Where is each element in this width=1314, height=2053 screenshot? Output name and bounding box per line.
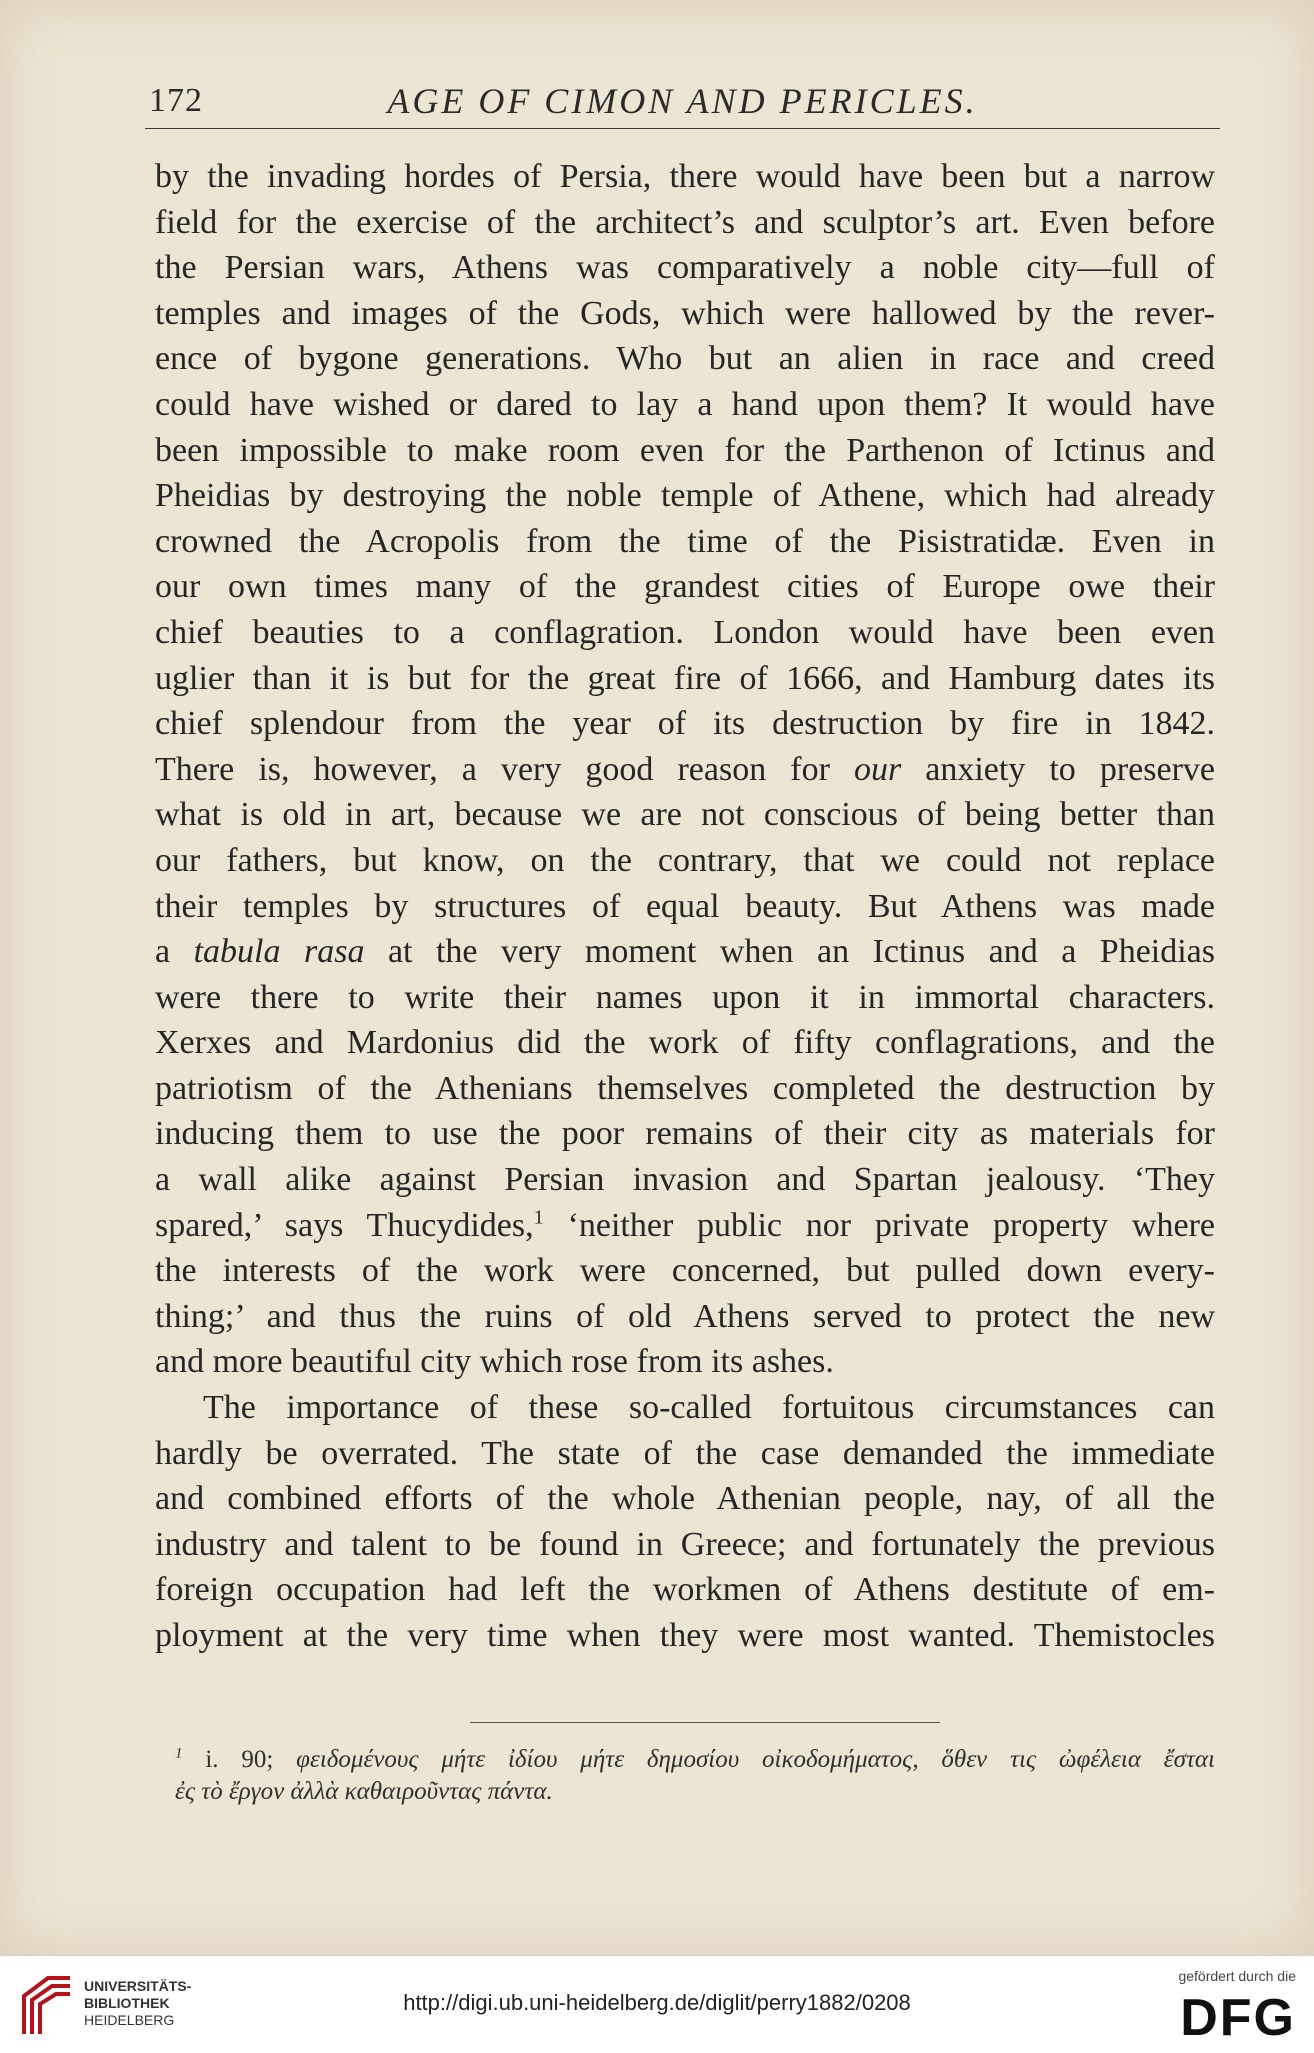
footnote-divider	[470, 1722, 940, 1723]
running-head: AGE OF CIMON AND PERICLES.	[387, 81, 978, 121]
page-header	[145, 78, 1220, 129]
text-line	[155, 747, 1215, 793]
dfg-logo: DFG	[1180, 1989, 1296, 2047]
text-line: a wall alike against Persian invasion and Spartan jealousy. ‘They	[155, 1161, 1215, 1199]
text-line: could have wished or dared to lay a hand upon them? It would have	[155, 385, 1215, 423]
text-line: our fathers, but know, on the contrary, that we could not replace	[155, 841, 1215, 879]
text-line: were there to write their names upon it in immortal characters.	[155, 978, 1215, 1016]
text-line: their temples by structures of equal beauty. But Athens was made	[155, 887, 1215, 925]
library-name-line: BIBLIOTHEK	[84, 1995, 170, 2011]
text-segment: spared,’ says Thucydides,	[155, 1206, 534, 1244]
text-segment: There is, however, a very good reason for	[155, 750, 854, 788]
source-url-link[interactable]: http://digi.ub.uni-heidelberg.de/diglit/perry1882/0208	[403, 1990, 911, 2015]
text-line: field for the exercise of the architect’s and sculptor’s art. Even before	[155, 203, 1215, 241]
text-line: chief splendour from the year of its destruction by fire in 1842.	[155, 705, 1215, 743]
text-line: by the invading hordes of Persia, there would have been but a narrow	[155, 158, 1215, 195]
text-line: hardly be overrated. The state of the case demanded the immediate	[155, 1434, 1215, 1472]
text-line: industry and talent to be found in Greece; and fortunately the previous	[155, 1525, 1215, 1563]
text-line: what is old in art, because we are not conscious of being better than	[155, 796, 1215, 834]
text-line	[155, 929, 1215, 975]
text-line: thing;’ and thus the ruins of old Athens served to protect the new	[155, 1297, 1215, 1335]
footnote-reference: 1	[533, 1206, 544, 1229]
text-line: been impossible to make room even for the Parthenon of Ictinus and	[155, 431, 1215, 469]
funded-by-label: gefördert durch die	[1178, 1968, 1296, 1984]
footnote-marker: 1	[175, 1745, 183, 1762]
text-line: Pheidias by destroying the noble temple of Athene, which had already	[155, 477, 1215, 515]
library-name-line: UNIVERSITÄTS-	[84, 1978, 192, 1994]
text-line: inducing them to use the poor remains of their city as materials for	[155, 1115, 1215, 1153]
text-line: foreign occupation had left the workmen of Athens destitute of em-	[155, 1571, 1215, 1609]
italic-emphasis: our	[853, 750, 902, 788]
library-footer	[0, 1955, 1314, 2053]
text-line: crowned the Acropolis from the time of the Pisistratidæ. Even in	[155, 522, 1215, 560]
italic-emphasis: tabula rasa	[193, 933, 365, 971]
text-line: and more beautiful city which rose from its ashes.	[155, 1343, 834, 1381]
text-line: the interests of the work were concerned, but pulled down every-	[155, 1252, 1215, 1290]
text-line: uglier than it is but for the great fire of 1666, and Hamburg dates its	[155, 659, 1215, 697]
text-line: our own times many of the grandest cities of Europe owe their	[155, 568, 1215, 606]
text-line: patriotism of the Athenians themselves completed the destruction by	[155, 1069, 1215, 1107]
text-line	[155, 1203, 1215, 1249]
text-line: and combined efforts of the whole Athenian people, nay, of all the	[155, 1480, 1215, 1518]
footnote-line: ἐς τὸ ἔργον ἀλλὰ καθαιροῦντας πάντα.	[175, 1778, 553, 1805]
footnote	[175, 1744, 1215, 1808]
footnote-ref: i. 90;	[205, 1746, 274, 1773]
footnote-line	[175, 1744, 1215, 1776]
text-line: Xerxes and Mardonius did the work of fifty conflagrations, and the	[155, 1024, 1215, 1062]
text-segment: a	[155, 933, 194, 971]
text-line: ployment at the very time when they were most wanted. Themistocles	[155, 1617, 1215, 1654]
library-name-line: HEIDELBERG	[84, 2012, 175, 2028]
body-text	[155, 154, 1215, 1659]
text-line: temples and images of the Gods, which were hallowed by the rever-	[155, 294, 1215, 332]
text-line: ence of bygone generations. Who but an alien in race and creed	[155, 340, 1215, 378]
footnote-greek-text: φειδομένους μήτε ἰδίου μήτε δημοσίου οἰκοδομήματος, ὅθεν τις ὠφέλεια ἔσται	[296, 1746, 1215, 1773]
text-segment: at the very moment when an Ictinus and a Pheidias	[364, 933, 1215, 971]
text-line: chief beauties to a conflagration. London would have been even	[155, 613, 1215, 651]
text-segment: ‘neither public nor private property where	[543, 1206, 1215, 1244]
page-number: 172	[149, 82, 203, 119]
text-line: the Persian wars, Athens was comparatively a noble city—full of	[155, 249, 1215, 287]
text-segment: anxiety to preserve	[901, 750, 1216, 788]
text-line: The importance of these so-called fortuitous circumstances can	[203, 1389, 1215, 1427]
